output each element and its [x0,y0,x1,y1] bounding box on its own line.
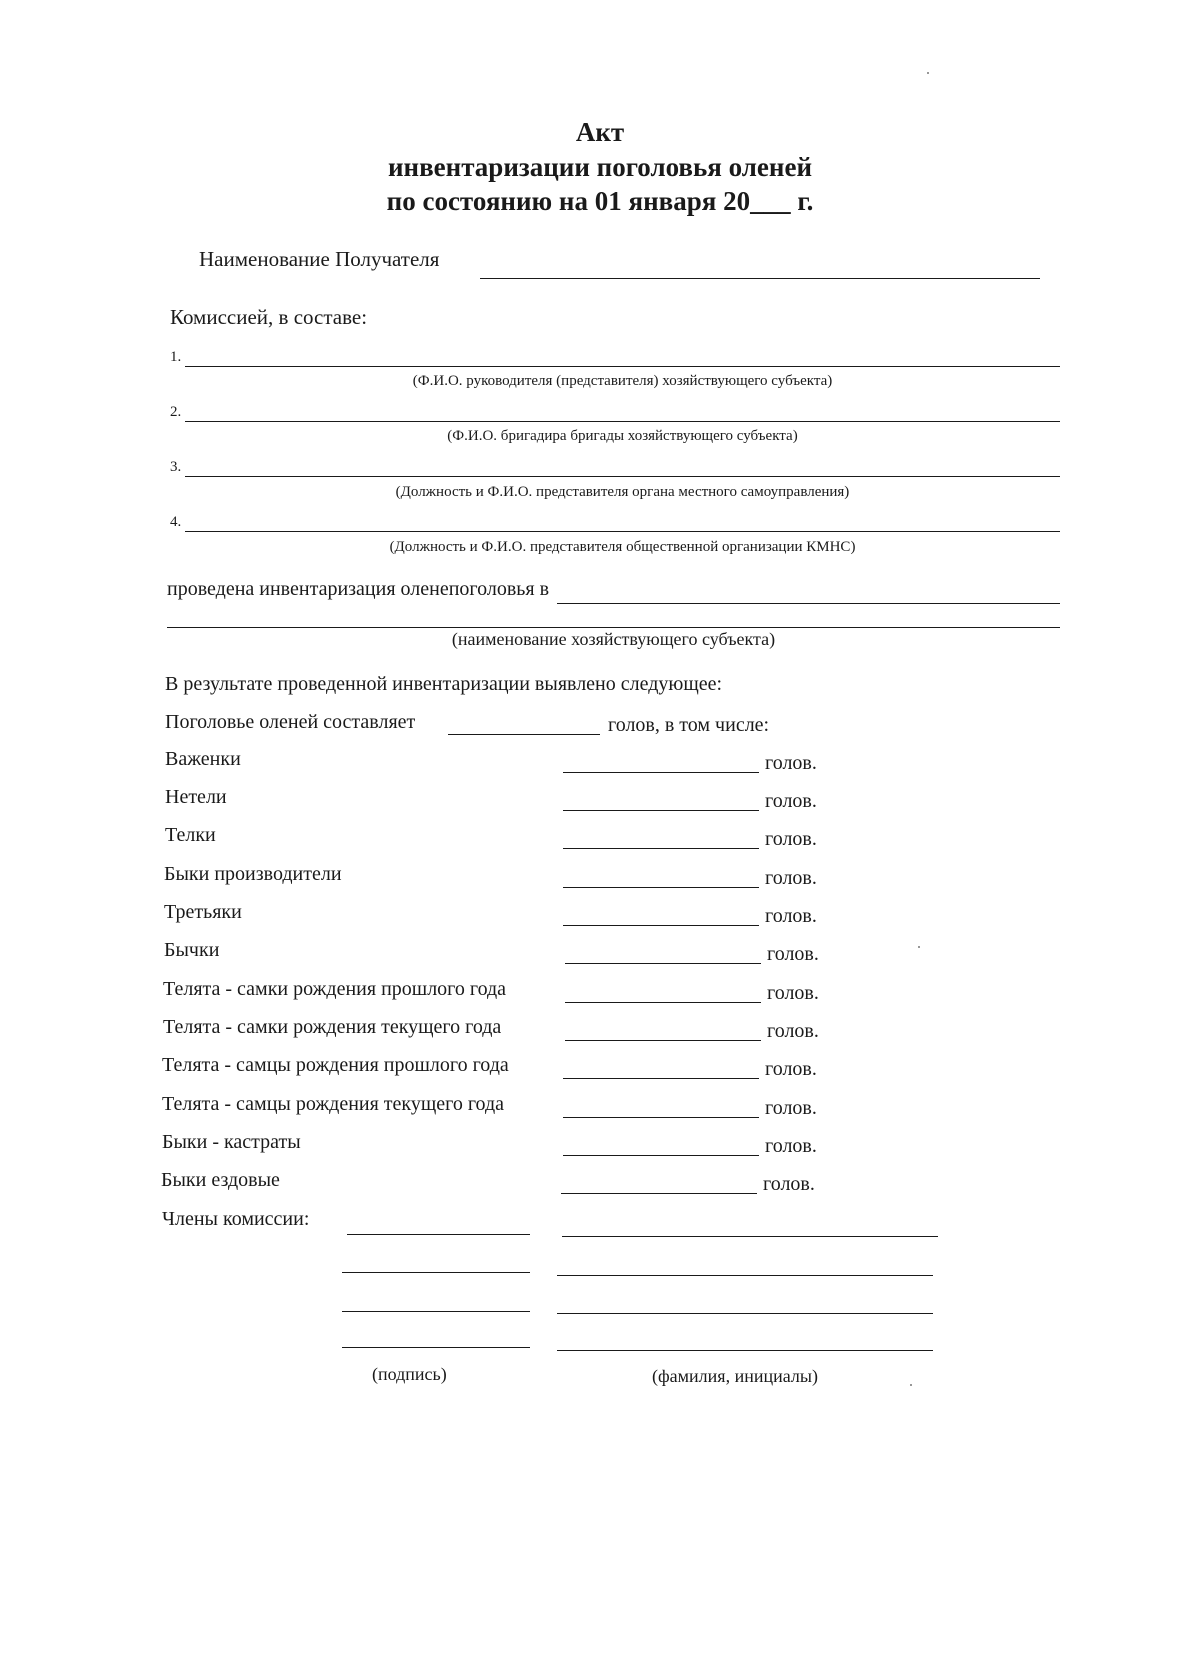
unit-label: голов. [767,943,819,965]
member-3-caption: (Должность и Ф.И.О. представителя органа местного самоуправления) [395,484,850,500]
name-caption: (фамилия, инициалы) [652,1366,818,1386]
scan-speck [910,1384,912,1386]
entity-field-continued[interactable] [167,627,1060,628]
category-count-field[interactable] [563,1078,759,1079]
category-count-field[interactable] [563,1155,759,1156]
name-field[interactable] [557,1350,933,1351]
member-number: 4. [170,514,182,530]
name-field[interactable] [557,1275,933,1276]
category-count-field[interactable] [563,772,759,773]
document-subtitle: инвентаризации поголовья оленей [387,152,813,182]
unit-label: голов. [765,867,817,889]
category-count-field[interactable] [561,1193,757,1194]
unit-label: голов. [767,982,819,1004]
result-label: В результате проведенной инвентаризации выявлено следующее: [165,673,723,695]
category-label: Телята - самки рождения прошлого года [163,978,507,1000]
category-label: Нетели [165,786,227,808]
signature-field[interactable] [342,1347,530,1348]
member-1-field[interactable] [185,366,1060,367]
unit-label: голов. [765,752,817,774]
signature-field[interactable] [342,1311,530,1312]
recipient-label: Наименование Получателя [199,247,440,271]
total-suffix: голов, в том числе: [608,714,770,736]
unit-label: голов. [765,1058,817,1080]
unit-label: голов. [765,828,817,850]
document-title: Акт [575,117,625,147]
name-field[interactable] [562,1236,938,1237]
name-field[interactable] [557,1313,933,1314]
unit-label: голов. [765,905,817,927]
conducted-label: проведена инвентаризация оленепоголовья в [167,578,550,600]
category-label: Бычки [164,939,220,961]
unit-label: голов. [765,1135,817,1157]
signature-caption: (подпись) [372,1364,447,1384]
member-3-field[interactable] [185,476,1060,477]
document-date-line: по состоянию на 01 января 20___ г. [386,186,814,216]
member-number: 2. [170,404,182,420]
category-label: Быки ездовые [161,1169,280,1191]
member-2-field[interactable] [185,421,1060,422]
category-count-field[interactable] [563,925,759,926]
category-label: Телята - самки рождения текущего года [163,1016,502,1038]
category-count-field[interactable] [563,1117,759,1118]
category-count-field[interactable] [563,887,759,888]
member-2-caption: (Ф.И.О. бригадира бригады хозяйствующего субъекта) [447,428,798,444]
member-4-caption: (Должность и Ф.И.О. представителя общественной организации КМНС) [389,539,856,555]
category-count-field[interactable] [565,1002,761,1003]
entity-caption: (наименование хозяйствующего субъекта) [451,629,776,649]
signature-field[interactable] [347,1234,530,1235]
category-label: Третьяки [164,901,242,923]
category-count-field[interactable] [563,848,759,849]
member-4-field[interactable] [185,531,1060,532]
category-count-field[interactable] [563,810,759,811]
member-number: 1. [170,349,182,365]
category-label: Быки - кастраты [162,1131,301,1153]
category-label: Телки [165,824,216,846]
member-1-caption: (Ф.И.О. руководителя (представителя) хозяйствующего субъекта) [412,373,833,389]
signatures-label: Члены комиссии: [162,1208,310,1230]
scan-speck [927,72,929,74]
unit-label: голов. [767,1020,819,1042]
unit-label: голов. [763,1173,815,1195]
recipient-field[interactable] [480,278,1040,279]
category-count-field[interactable] [565,1040,761,1041]
total-count-field[interactable] [448,734,600,735]
unit-label: голов. [765,790,817,812]
commission-label: Комиссией, в составе: [170,305,368,329]
scan-speck [918,946,920,948]
category-label: Важенки [165,748,241,770]
signature-field[interactable] [342,1272,530,1273]
category-label: Телята - самцы рождения прошлого года [162,1054,509,1076]
member-number: 3. [170,459,182,475]
category-label: Телята - самцы рождения текущего года [162,1093,505,1115]
unit-label: голов. [765,1097,817,1119]
entity-field[interactable] [557,603,1060,604]
category-count-field[interactable] [565,963,761,964]
category-label: Быки производители [164,863,342,885]
total-prefix: Поголовье оленей составляет [165,711,416,733]
